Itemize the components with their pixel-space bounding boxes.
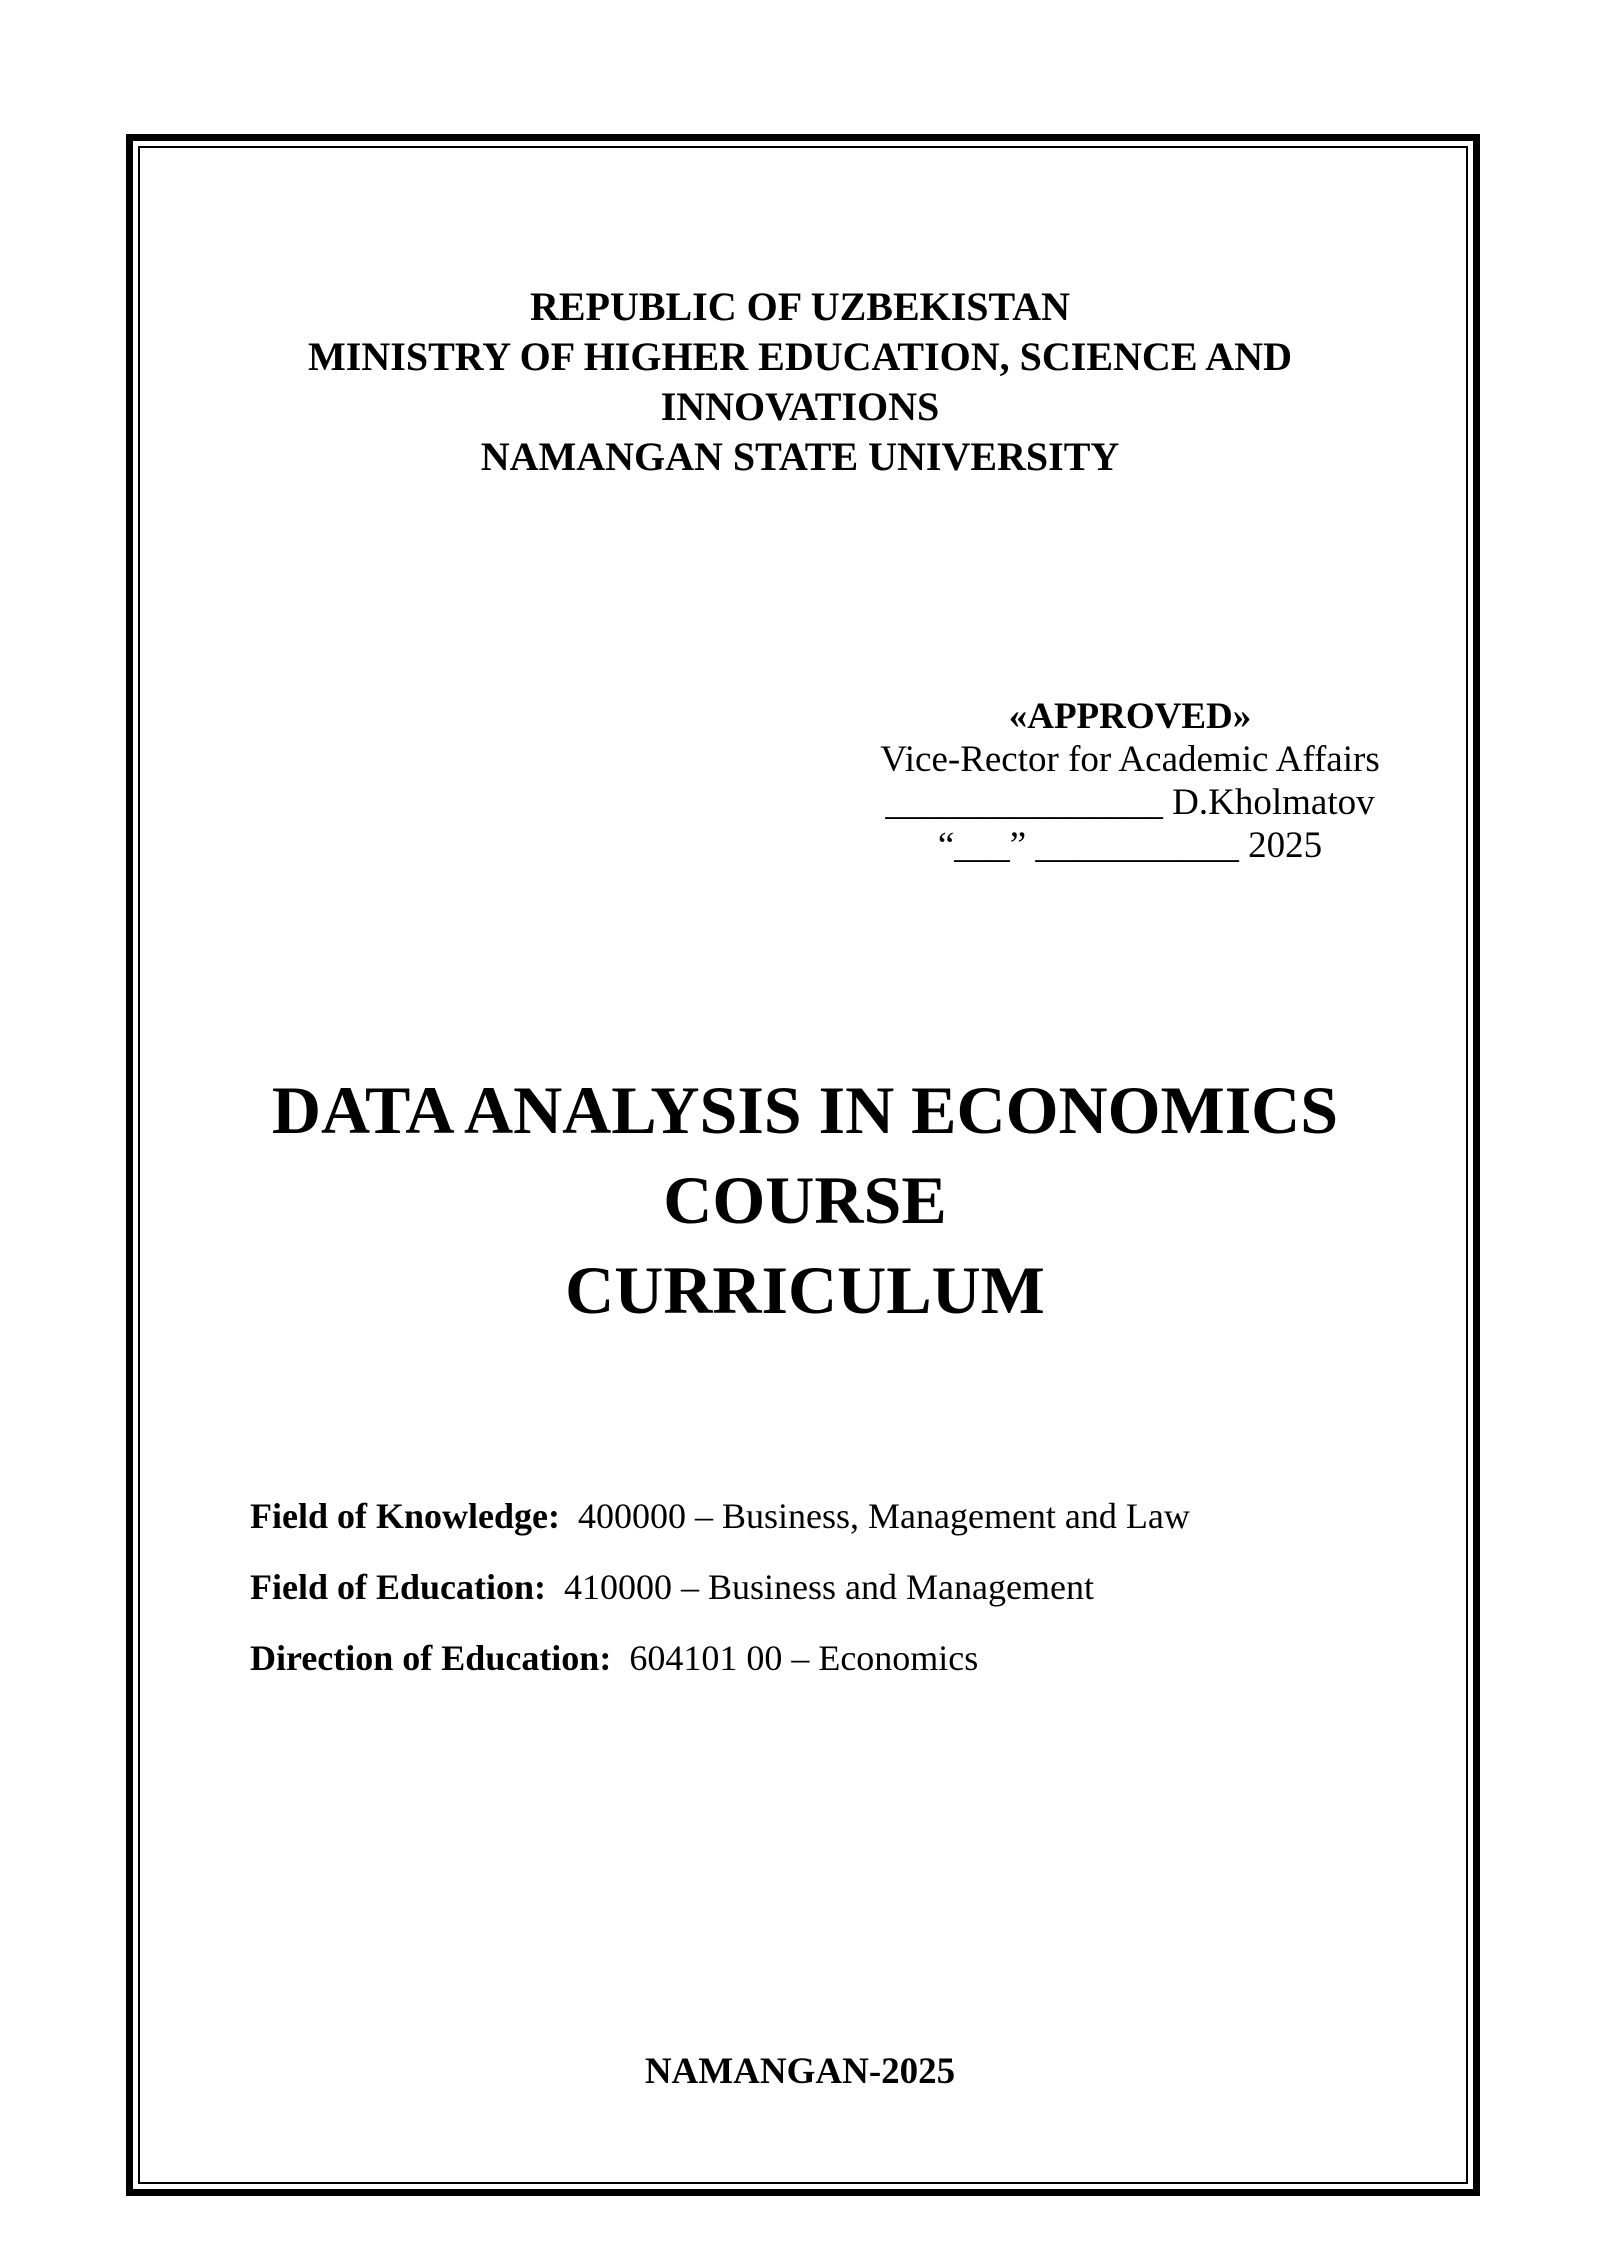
ministry-name-line2: INNOVATIONS: [660, 384, 940, 429]
approval-date-line: “___” ___________ 2025: [937, 825, 1323, 866]
country-name: REPUBLIC OF UZBEKISTAN: [529, 284, 1071, 329]
field-value: 400000 – Business, Management and Law: [577, 1496, 1190, 1536]
field-label: Field of Education:: [250, 1567, 547, 1607]
approval-block: [820, 695, 1440, 867]
signature-line: _______________ D.Kholmatov: [885, 782, 1375, 823]
field-row-direction: [250, 1636, 1400, 1680]
university-name: NAMANGAN STATE UNIVERSITY: [480, 434, 1120, 479]
field-value: 410000 – Business and Management: [564, 1567, 1094, 1607]
approver-position: Vice-Rector for Academic Affairs: [880, 739, 1380, 780]
field-row-knowledge: [250, 1494, 1400, 1538]
document-title-line2: COURSE: [663, 1162, 947, 1238]
field-row-education: [250, 1565, 1400, 1609]
institution-header: [200, 282, 1400, 482]
field-value: 604101 00 – Economics: [629, 1638, 979, 1678]
approval-title: «APPROVED»: [1008, 696, 1252, 737]
ministry-name-line1: MINISTRY OF HIGHER EDUCATION, SCIENCE AND: [308, 334, 1292, 379]
field-label: Field of Knowledge:: [250, 1496, 560, 1536]
document-title-line3: CURRICULUM: [565, 1252, 1045, 1328]
document-title: [160, 1065, 1450, 1335]
education-fields: [250, 1494, 1400, 1707]
document-title-line1: DATA ANALYSIS IN ECONOMICS: [271, 1072, 1339, 1148]
field-label: Direction of Education:: [250, 1638, 612, 1678]
footer-place-year: NAMANGAN-2025: [644, 2051, 956, 2092]
